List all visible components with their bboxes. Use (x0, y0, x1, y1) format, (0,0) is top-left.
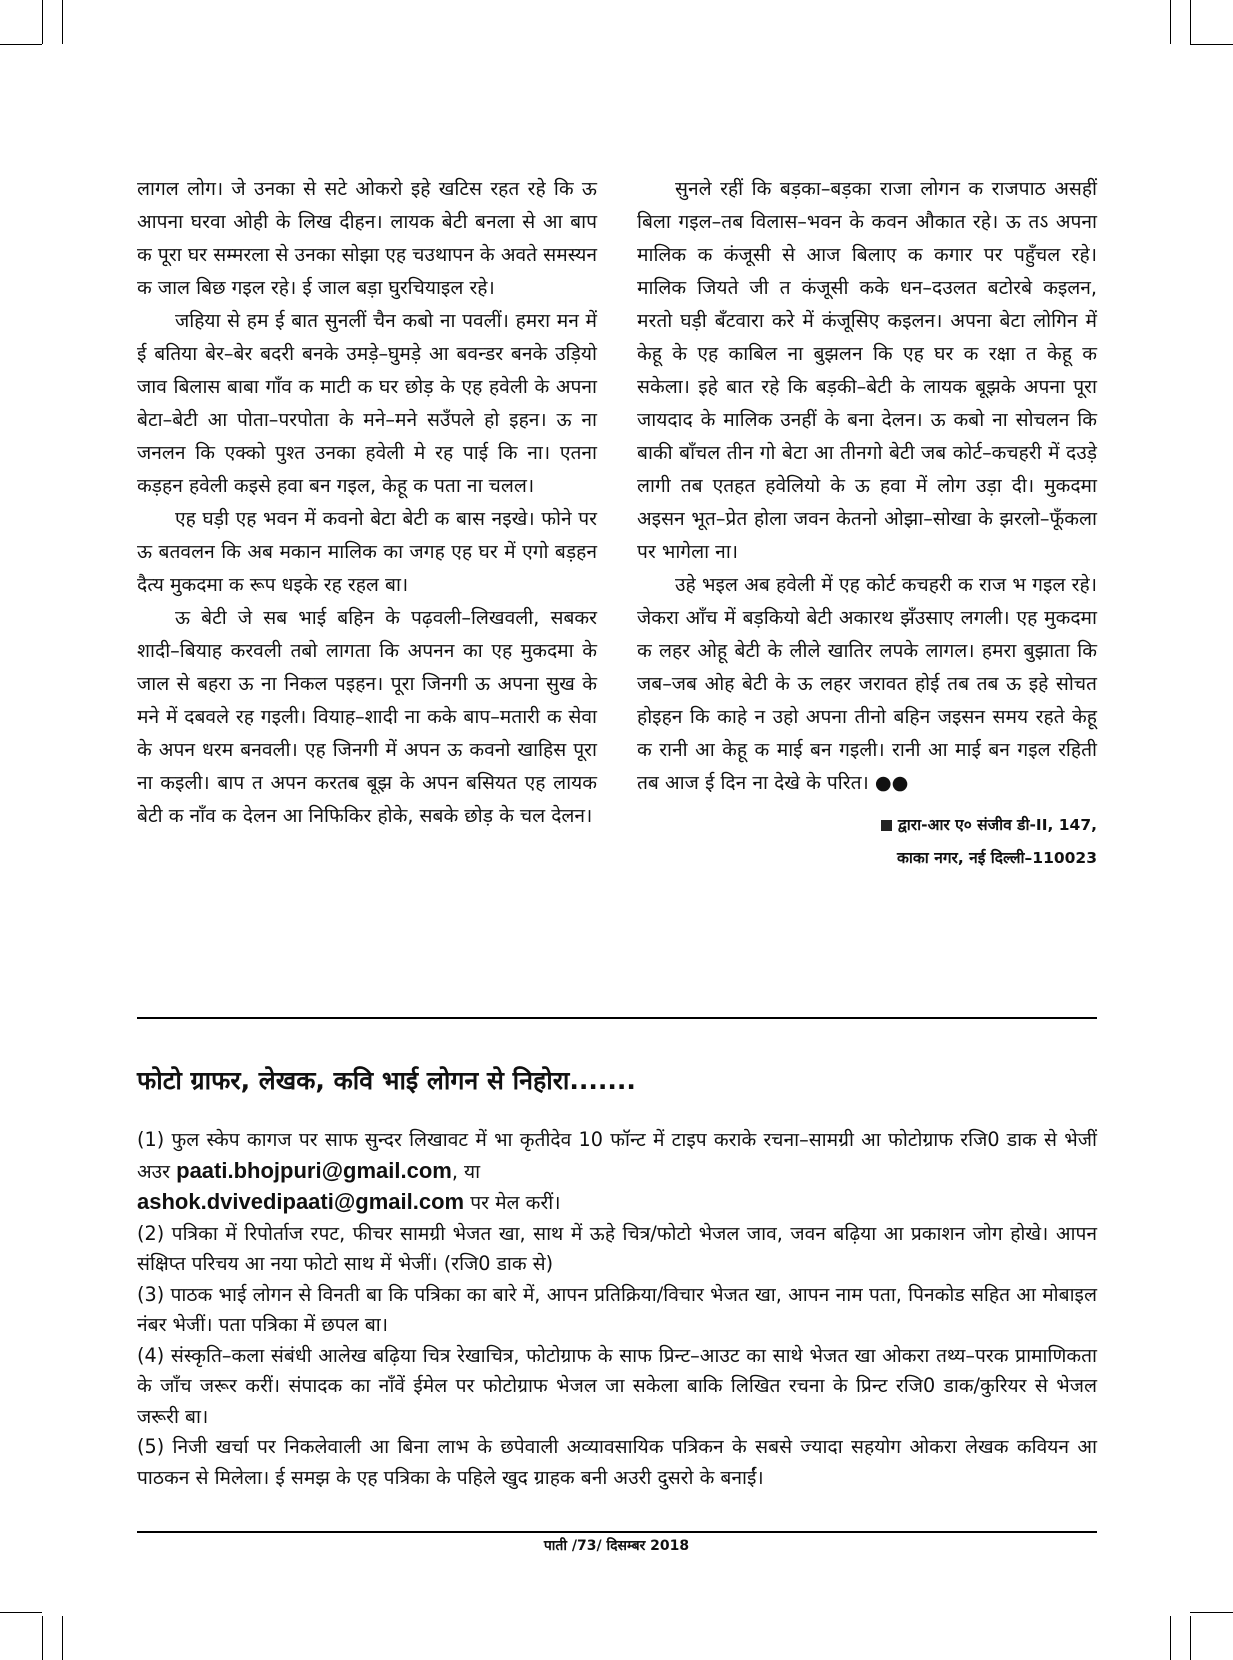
address-line-1: द्वारा-आर ए० संजीव डी-II, 147, (897, 816, 1097, 834)
divider (137, 1017, 1097, 1019)
crop-mark (1190, 1616, 1191, 1660)
crop-mark (1190, 44, 1233, 45)
email-link-2[interactable]: ashok.dvivedipaati@gmail.com (137, 1189, 465, 1214)
crop-mark (0, 44, 42, 45)
crop-mark (62, 1616, 63, 1660)
crop-mark (1190, 1612, 1233, 1613)
paragraph: ऊ बेटी जे सब भाई बहिन के पढ़वली–लिखवली, सबकर शादी–बियाह करवली तबो लागता कि अपनन का एह मुकदमा के जाल से बहरा ऊ ना निकल पइहन। पूरा जिनगी ऊ अपना सुख के मने में दबवले रह गइली। वियाह–शादी ना कके बाप–मतारी क सेवा के अपन धरम बनवली। एह जिनगी में अपन ऊ कवनो खाहिस पूरा ना कइली। बाप त अपन करतब बूझ के अपन बसियत एह लायक बेटी क नाँव क देलन आ निफिकिर होके, सबके छोड़ के चल देलन। (137, 606, 597, 827)
square-bullet-icon (881, 820, 892, 831)
crop-mark (1170, 0, 1171, 44)
crop-mark (1170, 1616, 1171, 1660)
paragraph: उहे भइल अब हवेली में एह कोर्ट कचहरी क राज भ गइल रहे। जेकरा आँच में बड़कियो बेटी अकारथ झँउसाए लगली। एह मुकदमा क लहर ओहू बेटी के लीले खातिर लपके लागल। हमरा बुझाता कि जब–जब ओह बेटी के ऊ लहर जरावत होई तब तब ऊ इहे सोचत होइहन कि काहे न उहो अपना तीनो बहिन जइसन समय रहते केहू क रानी आ केहू क माई बन गइली। रानी आ माई बन गइल रहिती तब आज ई दिन ना देखे के परित। ●● (637, 573, 1097, 794)
author-address (637, 809, 1097, 875)
notice-body (137, 1125, 1097, 1493)
left-column (137, 172, 597, 875)
footer-divider (137, 1531, 1097, 1533)
crop-mark (1190, 0, 1191, 44)
crop-mark (0, 1612, 42, 1613)
page-footer: पाती /73/ दिसम्बर 2018 (543, 1538, 690, 1554)
notice-item-2: (2) पत्रिका में रिपोर्ताज रपट, फीचर सामग्री भेजत खा, साथ में ऊहे चित्र/फोटो भेजल जाव, जवन बढ़िया आ प्रकाशन जोग होखे। आपन संक्षिप्त परिचय आ नया फोटो साथ में भेजीं। (रजि0 डाक से) (137, 1221, 1097, 1275)
notice-item-1-text-c: पर मेल करीं। (464, 1191, 561, 1214)
notice-title: फोटो ग्राफर, लेखक, कवि भाई लोगन से निहोरा....... (137, 1066, 636, 1095)
paragraph: सुनले रहीं कि बड़का–बड़का राजा लोगन क राजपाठ असहीं बिला गइल–तब विलास–भवन के कवन औकात रहे। ऊ तऽ अपना मालिक क कंजूसी से आज बिलाए क कगार पर पहुँचल रहे। मालिक जियते जी त कंजूसी कके धन–दउलत बटोरबे कइलन, मरतो घड़ी बँटवारा करे में कंजूसिए कइलन। अपना बेटा लोगिन में केहू के एह काबिल ना बुझलन कि एह घर क रक्षा त केहू क सकेला। इहे बात रहे कि बड़की–बेटी के लायक बूझके अपना पूरा जायदाद के मालिक उनहीं के बना देलन। ऊ कबो ना सोचलन कि बाकी बाँचल तीन गो बेटा आ तीनगो बेटी जब कोर्ट–कचहरी में दउड़े लागी तब एतहत हवेलियो के ऊ हवा में लोग उड़ा दी। मुकदमा अइसन भूत–प्रेत होला जवन केतनो ओझा–सोखा के झरलो–फूँकला पर भागेला ना। (637, 177, 1097, 563)
notice-item-5: (5) निजी खर्चा पर निकलेवाली आ बिना लाभ के छपेवाली अव्यावसायिक पत्रिकन के सबसे ज्यादा सहयोग ओकरा लेखक कवियन आ पाठकन से मिलेला। ई समझ के एह पत्रिका के पहिले खुद ग्राहक बनी अउरी दुसरो के बनाईं। (137, 1435, 1097, 1489)
crop-mark (42, 1616, 43, 1660)
notice-item-3: (3) पाठक भाई लोगन से विनती बा कि पत्रिका का बारे में, आपन प्रतिक्रिया/विचार भेजत खा, आपन नाम पता, पिनकोड सहित आ मोबाइल नंबर भेजीं। पता पत्रिका में छपल बा। (137, 1282, 1097, 1336)
right-column (637, 172, 1097, 875)
paragraph: लागल लोग। जे उनका से सटे ओकरो इहे खटिस रहत रहे कि ऊ आपना घरवा ओही के लिख दीहन। लायक बेटी बनला से आ बाप क पूरा घर सम्मरला से उनका सोझा एह चउथापन के अवते समस्यन क जाल बिछ गइल रहे। ई जाल बड़ा घुरचियाइल रहे। (137, 177, 597, 299)
crop-mark (42, 0, 43, 44)
notice-item-1-text-a: (1) फुल स्केप कागज पर साफ सुन्दर लिखावट में भा कृतीदेव 10 फॉन्ट में टाइप कराके रचना–सामग्री आ फोटोग्राफ रजि0 डाक से भेजीं अउर (137, 1128, 1097, 1183)
email-link-1[interactable]: paati.bhojpuri@gmail.com (176, 1157, 452, 1183)
notice-item-1 (137, 1125, 1097, 1219)
crop-mark (62, 0, 63, 44)
notice-item-1-text-b: , या (451, 1159, 481, 1183)
paragraph: एह घड़ी एह भवन में कवनो बेटा बेटी क बास नइखे। फोने पर ऊ बतवलन कि अब मकान मालिक का जगह एह घर में एगो बड़हन दैत्य मुकदमा क रूप धइके रह रहल बा। (137, 507, 597, 596)
address-line-2: काका नगर, नई दिल्ली–110023 (896, 849, 1097, 867)
notice-item-4: (4) संस्कृति–कला संबंधी आलेख बढ़िया चित्र रेखाचित्र, फोटोग्राफ के साफ प्रिन्ट–आउट का साथे भेजत खा ओकरा तथ्य–परक प्रामाणिकता के जाँच जरूर करीं। संपादक का नाँवें ईमेल पर फोटोग्राफ भेजल जा सकेला बाकि लिखित रचना के प्रिन्ट रजि0 डाक/कुरियर से भेजल जरूरी बा। (137, 1343, 1097, 1428)
article-columns (137, 172, 1097, 875)
paragraph: जहिया से हम ई बात सुनलीं चैन कबो ना पवलीं। हमरा मन में ई बतिया बेर–बेर बदरी बनके उमड़े–घुमड़े आ बवन्डर बनके उड़ियो जाव बिलास बाबा गाँव क माटी क घर छोड़ के एह हवेली के अपना बेटा–बेटी आ पोता–परपोता के मने–मने सउँपले हो इहन। ऊ ना जनलन कि एक्को पुश्त उनका हवेली मे रह पाई कि ना। एतना कड़हन हवेली कइसे हवा बन गइल, केहू क पता ना चलल। (137, 309, 597, 497)
